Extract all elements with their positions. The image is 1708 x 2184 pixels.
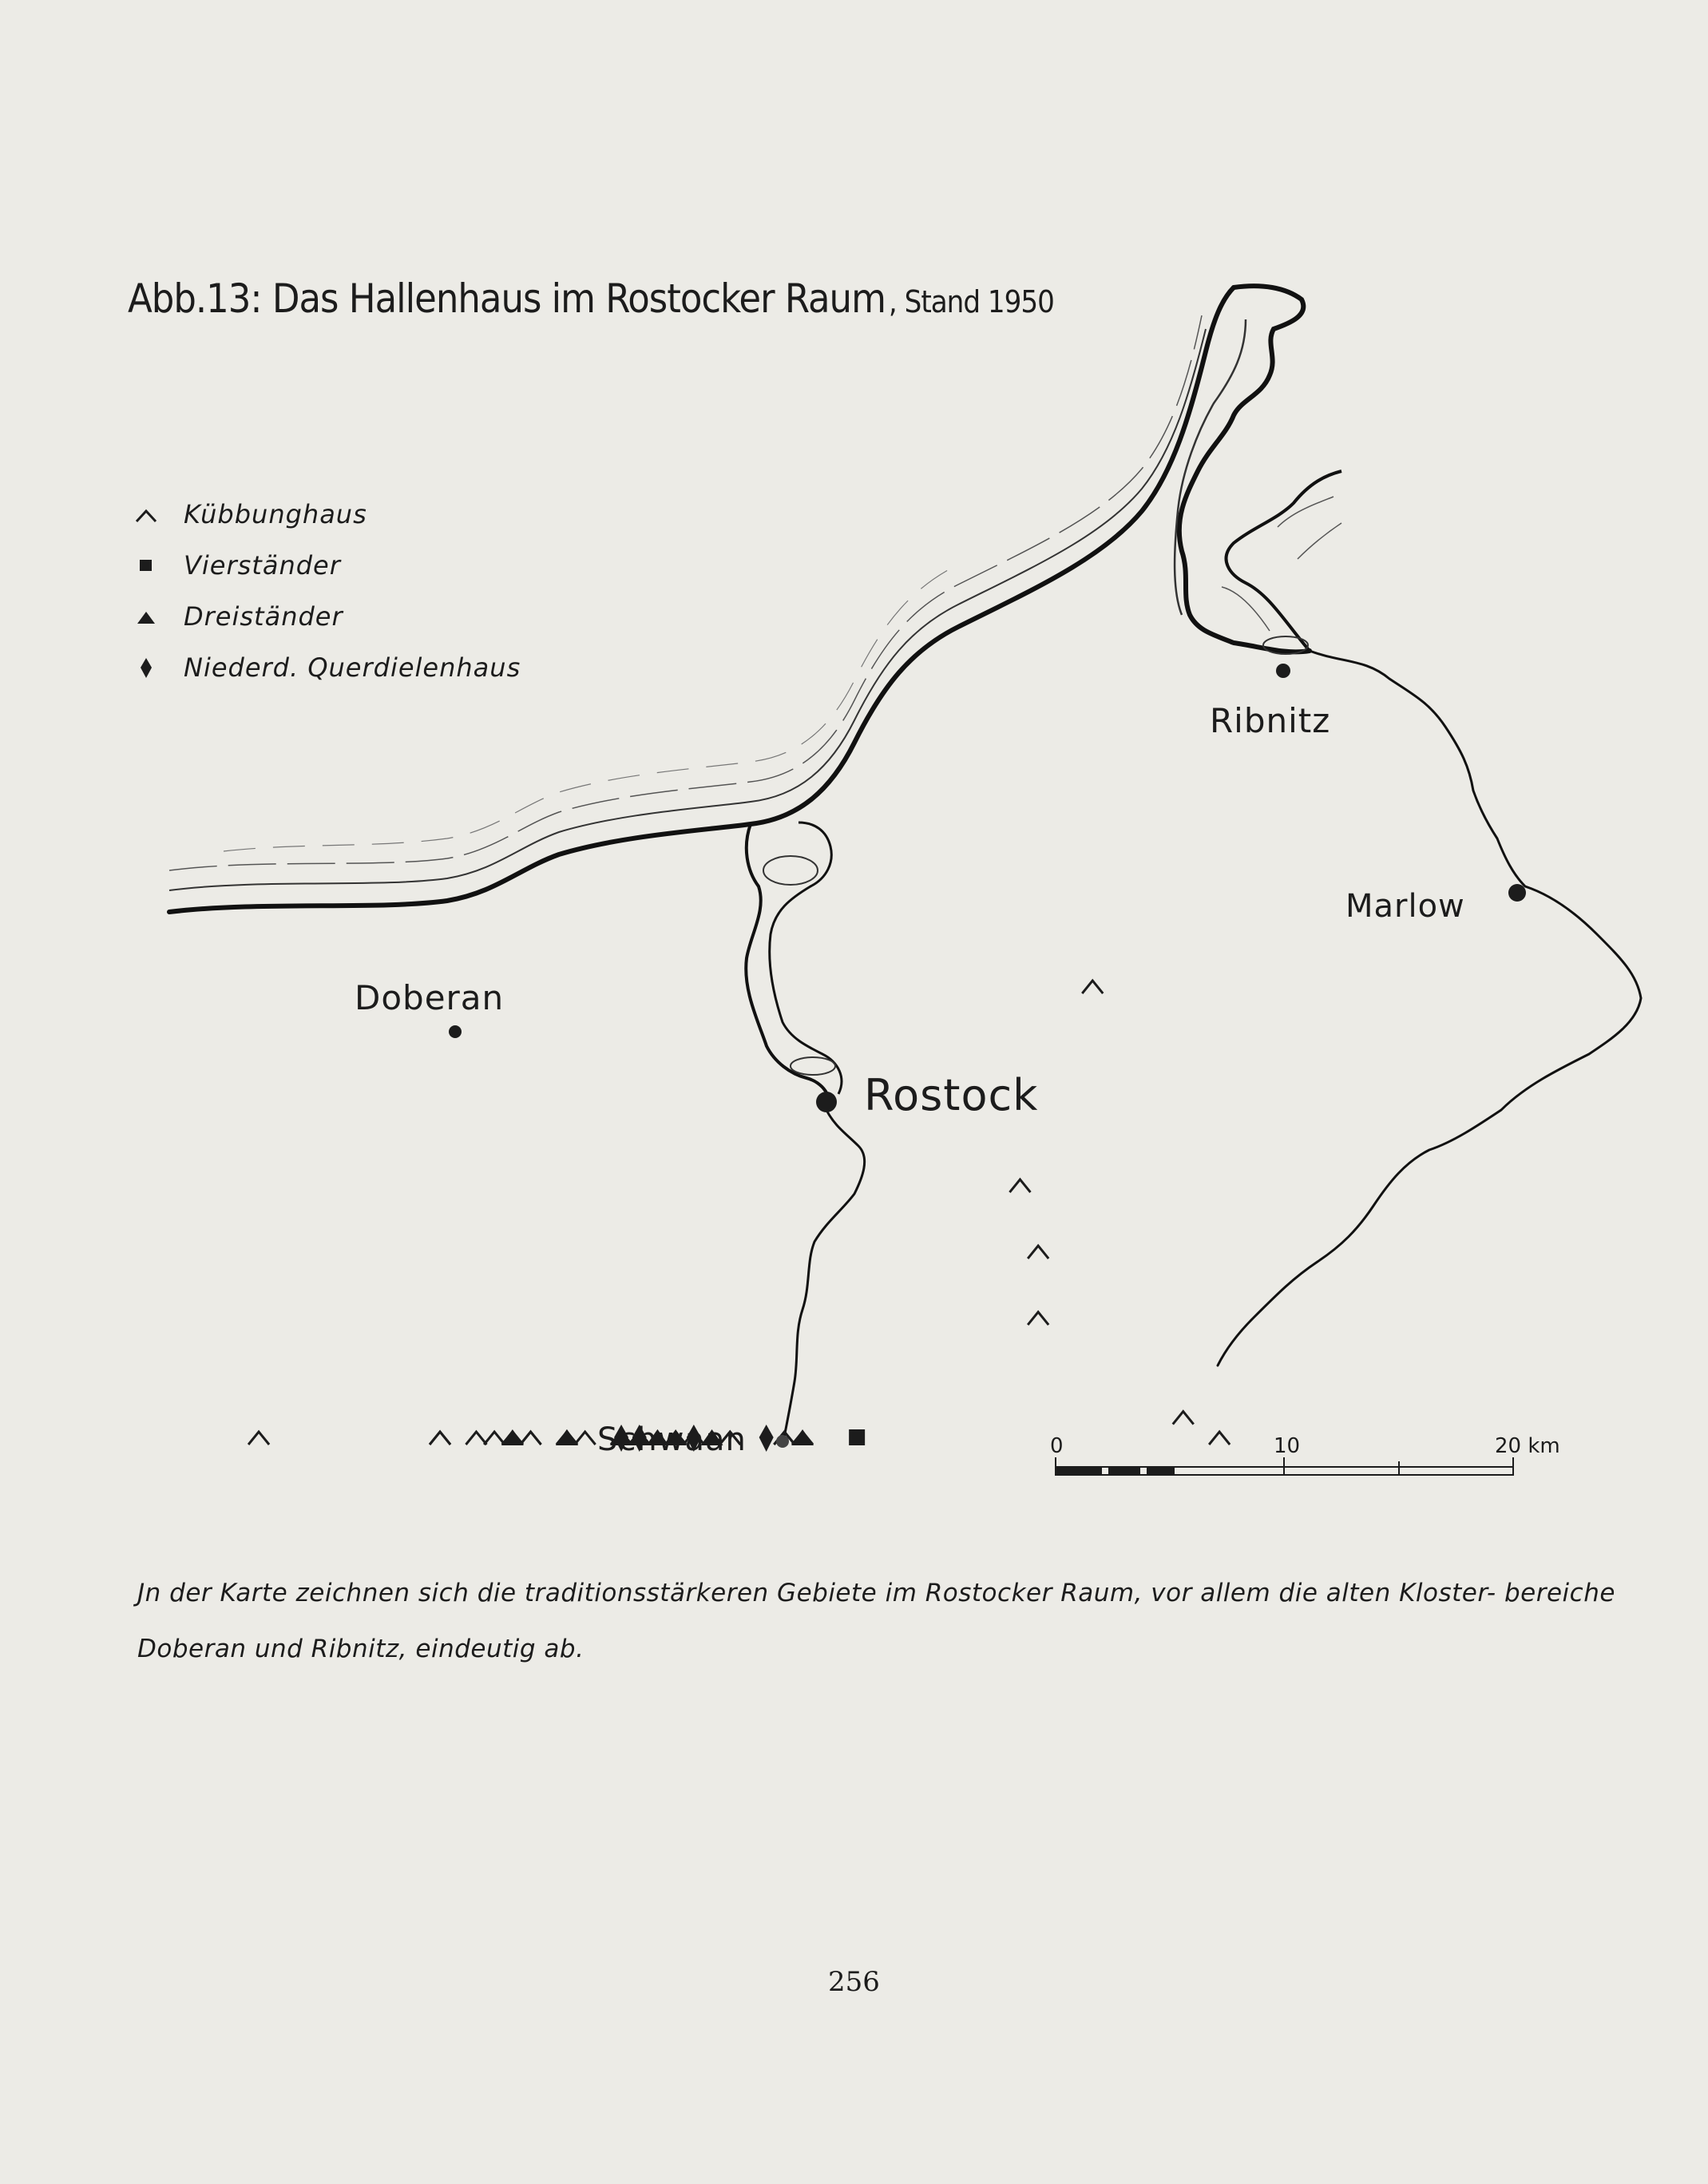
legend-label: Dreiständer [184,601,343,632]
kuebbunghaus-symbol [1082,981,1103,993]
page-number: 256 [828,1966,880,1998]
warnow-river [783,1110,865,1445]
coast-hatch-1 [169,329,1206,890]
warnow-unterwarnow [791,1057,835,1075]
scale-tick-10: 10 [1274,1434,1301,1458]
kuebbunghaus-symbol [521,1432,541,1445]
kuebbunghaus-symbol [430,1432,450,1445]
figure-title-main: Abb.13: Das Hallenhaus im Rostocker Raum [128,275,886,322]
scale-tick-0: 0 [1050,1434,1064,1458]
kuebbunghaus-symbol [1028,1246,1048,1258]
kuebbunghaus-symbol [484,1432,505,1445]
dreistaender-symbol [501,1429,524,1445]
house-symbols [248,981,1230,1452]
kuebbunghaus-symbol [575,1432,596,1445]
figure-caption: Jn der Karte zeichnen sich die traditionsstärkeren Gebiete im Rostocker Raum, vor allem die alten Kloster- bereiche Doberan und Ribnitz, eindeutig ab. [137,1579,1615,1663]
warnow-breitling [763,856,818,885]
querdielenhaus-symbol [759,1425,774,1452]
town-marker-doberan [449,1025,462,1038]
kuebbunghaus-symbol [1009,1179,1030,1192]
legend-label: Niederd. Querdielenhaus [184,652,521,683]
recknitz-river [1218,651,1641,1365]
bodden-outer-shore [1227,471,1341,651]
dreistaender-symbol [556,1429,578,1445]
kuebbunghaus-symbol [430,1432,450,1445]
kuebbunghaus-symbol [466,1432,486,1445]
warnow-estuary-east [770,822,842,1094]
legend-label: Vierständer [184,550,341,581]
place-rostock: Rostock [864,1070,1039,1120]
coast-hatch-3 [224,565,958,851]
town-marker-rostock [816,1092,837,1112]
scale-bar [1056,1457,1513,1475]
vierstaender-symbol [849,1429,865,1445]
town-marker-marlow [1508,884,1526,902]
figure-title-suffix: , Stand 1950 [888,284,1054,319]
kuebbunghaus-symbol [1173,1412,1194,1425]
town-marker-schwaan [776,1435,789,1448]
place-doberan: Doberan [355,978,505,1017]
kuebbunghaus-symbol [521,1432,541,1445]
scale-tick-20: 20 km [1495,1434,1560,1458]
place-ribnitz: Ribnitz [1210,701,1331,740]
place-marlow: Marlow [1345,888,1465,925]
kuebbunghaus-symbol [1209,1432,1230,1445]
dreistaender-symbol [791,1429,814,1445]
town-marker-ribnitz [1276,664,1290,678]
place-schwaan: Schwaan [597,1421,747,1458]
coastline [169,287,1234,912]
kuebbunghaus-symbol [1028,1312,1048,1325]
coast-hatch-2 [169,315,1202,870]
legend-label: Kübbunghaus [184,499,367,529]
bodden-hatch-1 [1222,497,1341,631]
kuebbunghaus-symbol [248,1432,269,1445]
